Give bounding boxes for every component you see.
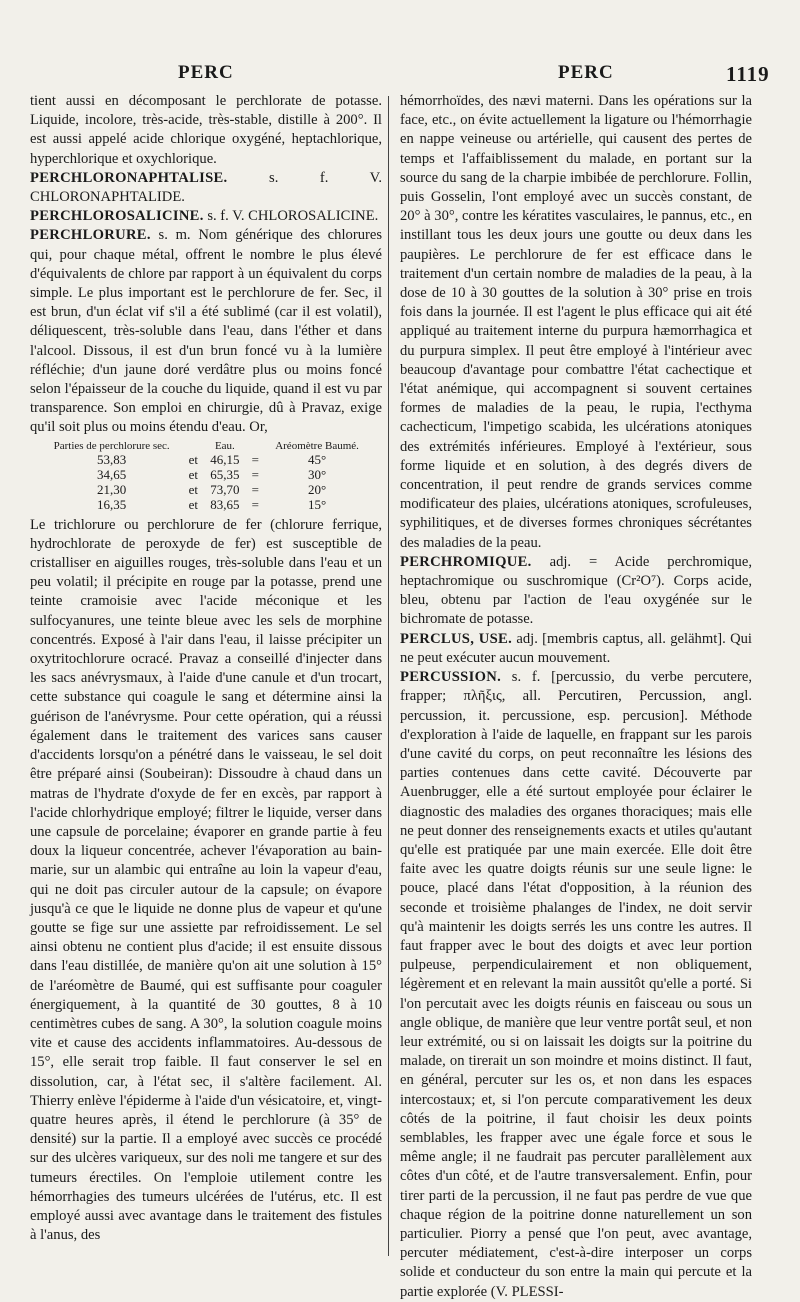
table-row (40, 452, 370, 467)
table-row (40, 497, 370, 512)
entry-headword: PERCLUS, USE. (400, 630, 513, 647)
left-column (30, 92, 382, 1245)
dictionary-entry (30, 207, 382, 226)
table-header: Eau. (214, 439, 235, 452)
table-cell: 30° (307, 466, 327, 482)
entry-text: s. f. V. CHLORONAPHTALIDE. (30, 169, 382, 206)
dictionary-entry (30, 169, 382, 207)
entry-text: s. m. Nom générique des chlorures qui, pour chaque métal, offrent le nombre le plus élevé d'équivalents de chlore par rapport à un équivalent du corps simple. Le plus important est le perchlorure de fer. Sec, il est brun, d'un éclat vif s'il a été sublimé (car il est volatil), déliquescent, très-soluble dans l'eau, dans l'éther et dans l'alcool. Dissous, il est d'un brun foncé vu à la lumière réfléchie; d'un jaune doré verdâtre plus ou moins foncé selon l'épaisseur de la couche du liquide, quand il est vu par transparence. Son emploi en chirurgie, dû à Pravaz, exige qu'il soit plus ou moins étendu d'eau. Or, (30, 227, 383, 436)
entry-text: adj. = Acide perchromique, heptachromique ou suschromique (Cr²O⁷). Corps acide, bleu, obtenu par l'action de l'eau oxygénée sur le bichromate de potasse. (400, 553, 752, 628)
table-cell: 16,35 (97, 496, 127, 512)
table-header-row (40, 440, 370, 452)
running-head-right: PERC (558, 62, 614, 83)
dictionary-entry (400, 668, 752, 1302)
page-number: 1119 (726, 62, 770, 86)
table-cell: 15° (307, 496, 327, 512)
table-header (246, 440, 264, 452)
entry-headword: PERCHROMIQUE. (400, 553, 532, 570)
entry-headword: PERCHLORURE. (30, 227, 151, 244)
table-cell: et (188, 481, 199, 497)
table-cell: = (251, 451, 259, 467)
entry-headword: PERCUSSION. (400, 669, 502, 686)
table-cell: 20° (307, 481, 327, 497)
table-cell: 21,30 (97, 481, 127, 497)
column-divider (388, 96, 389, 1256)
table-cell: 46,15 (210, 451, 240, 467)
table-cell: et (188, 466, 199, 482)
paragraph: hémorrhoïdes, des nævi materni. Dans les opérations sur la face, etc., on évite actuellement la ligature ou l'hémorrhagie en nappe veineuse ou artérielle, qui causent des pertes de temps et l'affaiblissement du malade, en portant sur la source du sang de la charpie imbibée de perchlorure. Follin, puis Gosselin, l'ont employé avec un succès constant, de 20° à 30°, contre les kératites vasculaires, le pannus, etc., en instillant tous les deux jours une goutte ou deux dans les paupières. Le perchlorure de fer est efficace dans le traitement d'un certain nombre de maladies de la peau, à la dose de 10 à 30 gouttes de la solution à 30° prise en trois fois dans la journée. Il est l'agent le plus efficace qui ait été appliqué au traitement interne du purpura hæmorrhagica et du purpura simplex. Il peut être employé à l'intérieur avec beaucoup d'avantage pour combattre l'état cachectique et l'état anémique, qui accompagnent si souvent certaines formes de maladies de la peau, le rupia, l'ecthyma cachecticum, l'impetigo scabida, les ulcérations atoniques des extrémités inférieures. Employé à l'extérieur, sous forme liquide et en solution, à des degrés divers de concentration, il peut rendre de grands services comme modificateur des plaies, ulcérations atoniques, scrofuleuses, syphilitiques, et de diverses formes chroniques sécrétantes des maladies de la peau. (400, 93, 752, 551)
table-cell: = (251, 481, 259, 497)
table-header: Parties de perchlorure sec. (53, 439, 170, 452)
table-cell: 73,70 (210, 481, 240, 497)
table-cell: 83,65 (210, 496, 240, 512)
table-cell: = (251, 466, 259, 482)
dictionary-entry (30, 226, 382, 437)
entry-text: s. f. [percussio, du verbe percutere, frapper; πλῆξις, all. Percutiren, Percussion, angl. percussion, it. percussione, esp. percusion]. Méthode d'exploration à l'aide de laquelle, en frappant sur les parois d'une cavité du corps, on peut reconnaître les lésions des parties contenues dans cette cavité. Découverte par Auenbrugger, elle a été surtout employée pour éclairer le diagnostic des maladies des organes thoraciques; mais elle ne peut donner des renseignements exacts et utiles qu'autant qu'elle est pratiquée par une main exercée. Elle doit être faite avec les quatre doigts réunis sur une seule ligne: le pouce, placé dans l'état d'opposition, à la réunion des seconde et troisième phalanges de l'index, ne doit servir qu'à maintenir les doigts serrés les uns contre les autres. Il faut frapper avec le bout des doigts et avec leur portion pulpeuse, perpendiculairement et non obliquement, légèrement et en relevant la main aussitôt qu'elle a porté. Si l'on percutait avec les doigts réunis en faisceau ou sous un angle oblique, de manière que leur ventre portât seul, et non leur extrémité, ou si on laissait les doigts sur la poitrine du malade, on tirerait un son moindre et moins distinct. Il faut, en général, percuter sur les os, et non dans les espaces intercostaux; et, si l'on percute comparativement les deux côtés de la poitrine, il faut choisir les deux points semblables, les frapper avec une égale force et sous le même angle; il ne faudrait pas percuter parallèlement aux côtes d'un côté, et de l'autre transversalement. Enfin, pour tirer parti de la percussion, il ne faut pas perdre de vue que chaque région de la poitrine donne naturellement un son particulier. Piorry a pensé que l'on peut, avec avantage, percuter médiatement, c'est-à-dire interposer un corps solide et conducteur du son entre la main qui percute et la partie explorée (V. PLESSI- (400, 669, 752, 1300)
table-row (40, 482, 370, 497)
table-cell: = (251, 496, 259, 512)
table-header: Aréomètre Baumé. (275, 439, 359, 452)
table-header (183, 440, 203, 452)
running-head-left: PERC (178, 62, 234, 83)
table-cell: et (188, 496, 199, 512)
density-table (40, 440, 370, 512)
right-column (400, 92, 752, 1302)
table-cell: 53,83 (97, 451, 127, 467)
paragraph: tient aussi en décomposant le perchlorate de potasse. Liquide, incolore, très-acide, très-stable, distille à 200°. Il est aussi appelé acide chlorique oxygéné, heptachlorique, hyperchlorique et oxychlorique. (30, 93, 382, 167)
entry-headword: PERCHLORONAPHTALISE. (30, 169, 228, 186)
table-cell: 45° (307, 451, 327, 467)
dictionary-entry (400, 553, 752, 630)
table-row (40, 467, 370, 482)
entry-text: s. f. V. CHLOROSALICINE. (207, 208, 379, 225)
paragraph: Le trichlorure ou perchlorure de fer (chlorure ferrique, hydrochlorate de peroxyde de fer) est susceptible de cristalliser en aiguilles rouges, très-soluble dans l'eau et un peu volatil; il précipite en rouge par la potasse, prend une teinte cramoisie avec l'acide méconique et les sulfocyanures, une teinte bleue avec les sels de morphine concentrés. Exposé à l'air dans l'eau, il laisse précipiter un oxytritochlorure ocracé. Pravaz a conseillé d'injecter dans les sacs anévrysmaux, à l'aide d'une canule et d'un trocart, cette substance qui coagule le sang et détermine ainsi la guérison de l'anévrysme. Pour cette opération, qui a réussi également dans le traitement des varices sans causer d'accidents lorsqu'on a pénétré dans le vaisseau, le sel doit être préparé ainsi (Soubeiran): Dissoudre à chaud dans un matras de l'hydrate d'oxyde de fer en excès, par rapport à l'acide chlorhydrique employé; filtrer le liquide, verser dans une capsule de porcelaine; évaporer en grande partie à feu doux la liqueur concentrée, achever l'évaporation au bain-marie, sur un alambic qui entraîne au loin la vapeur d'eau, qui ne doit pas circuler autour de la capsule; on évapore jusqu'à ce que le liquide ne donne plus de vapeur et qu'une goutte se fige sur une assiette par refroidissement. Le sel ainsi obtenu ne contient plus d'acide; il est ensuite dissous dans l'eau distillée, de manière qu'on ait une solution à 15° de l'aréomètre de Baumé, qui est suffisante pour coaguler énergiquement, à la quantité de 30 gouttes, 8 à 10 centimètres cubes de sang. A 30°, la solution coagule moins vite et cause des accidents inflammatoires. Au-dessous de 15°, elle serait trop faible. Il faut conserver le sel en dissolution, car, à l'état sec, il s'altère facilement. Al. Thierry enlève l'épiderme à l'aide d'un vésicatoire, et, vingt-quatre heures après, il étend le perchlorure (à 35° de densité) sur la partie. Il a employé avec succès ce procédé sur des ulcères variqueux, sur des noli me tangere et sur des tumeurs érectiles. On l'emploie utilement contre les hémorrhagies des tumeurs ulcérées de l'utérus, etc. Il est employé aussi avec avantage dans le traitement des fistules à l'anus, des (30, 516, 382, 1244)
table-cell: 34,65 (97, 466, 127, 482)
table-cell: 65,35 (210, 466, 240, 482)
entry-text: adj. [membris captus, all. gelähmt]. Qui ne peut exécuter aucun mouvement. (400, 630, 752, 666)
entry-headword: PERCHLOROSALICINE. (30, 208, 204, 225)
table-cell: et (188, 451, 199, 467)
dictionary-entry (400, 630, 752, 668)
